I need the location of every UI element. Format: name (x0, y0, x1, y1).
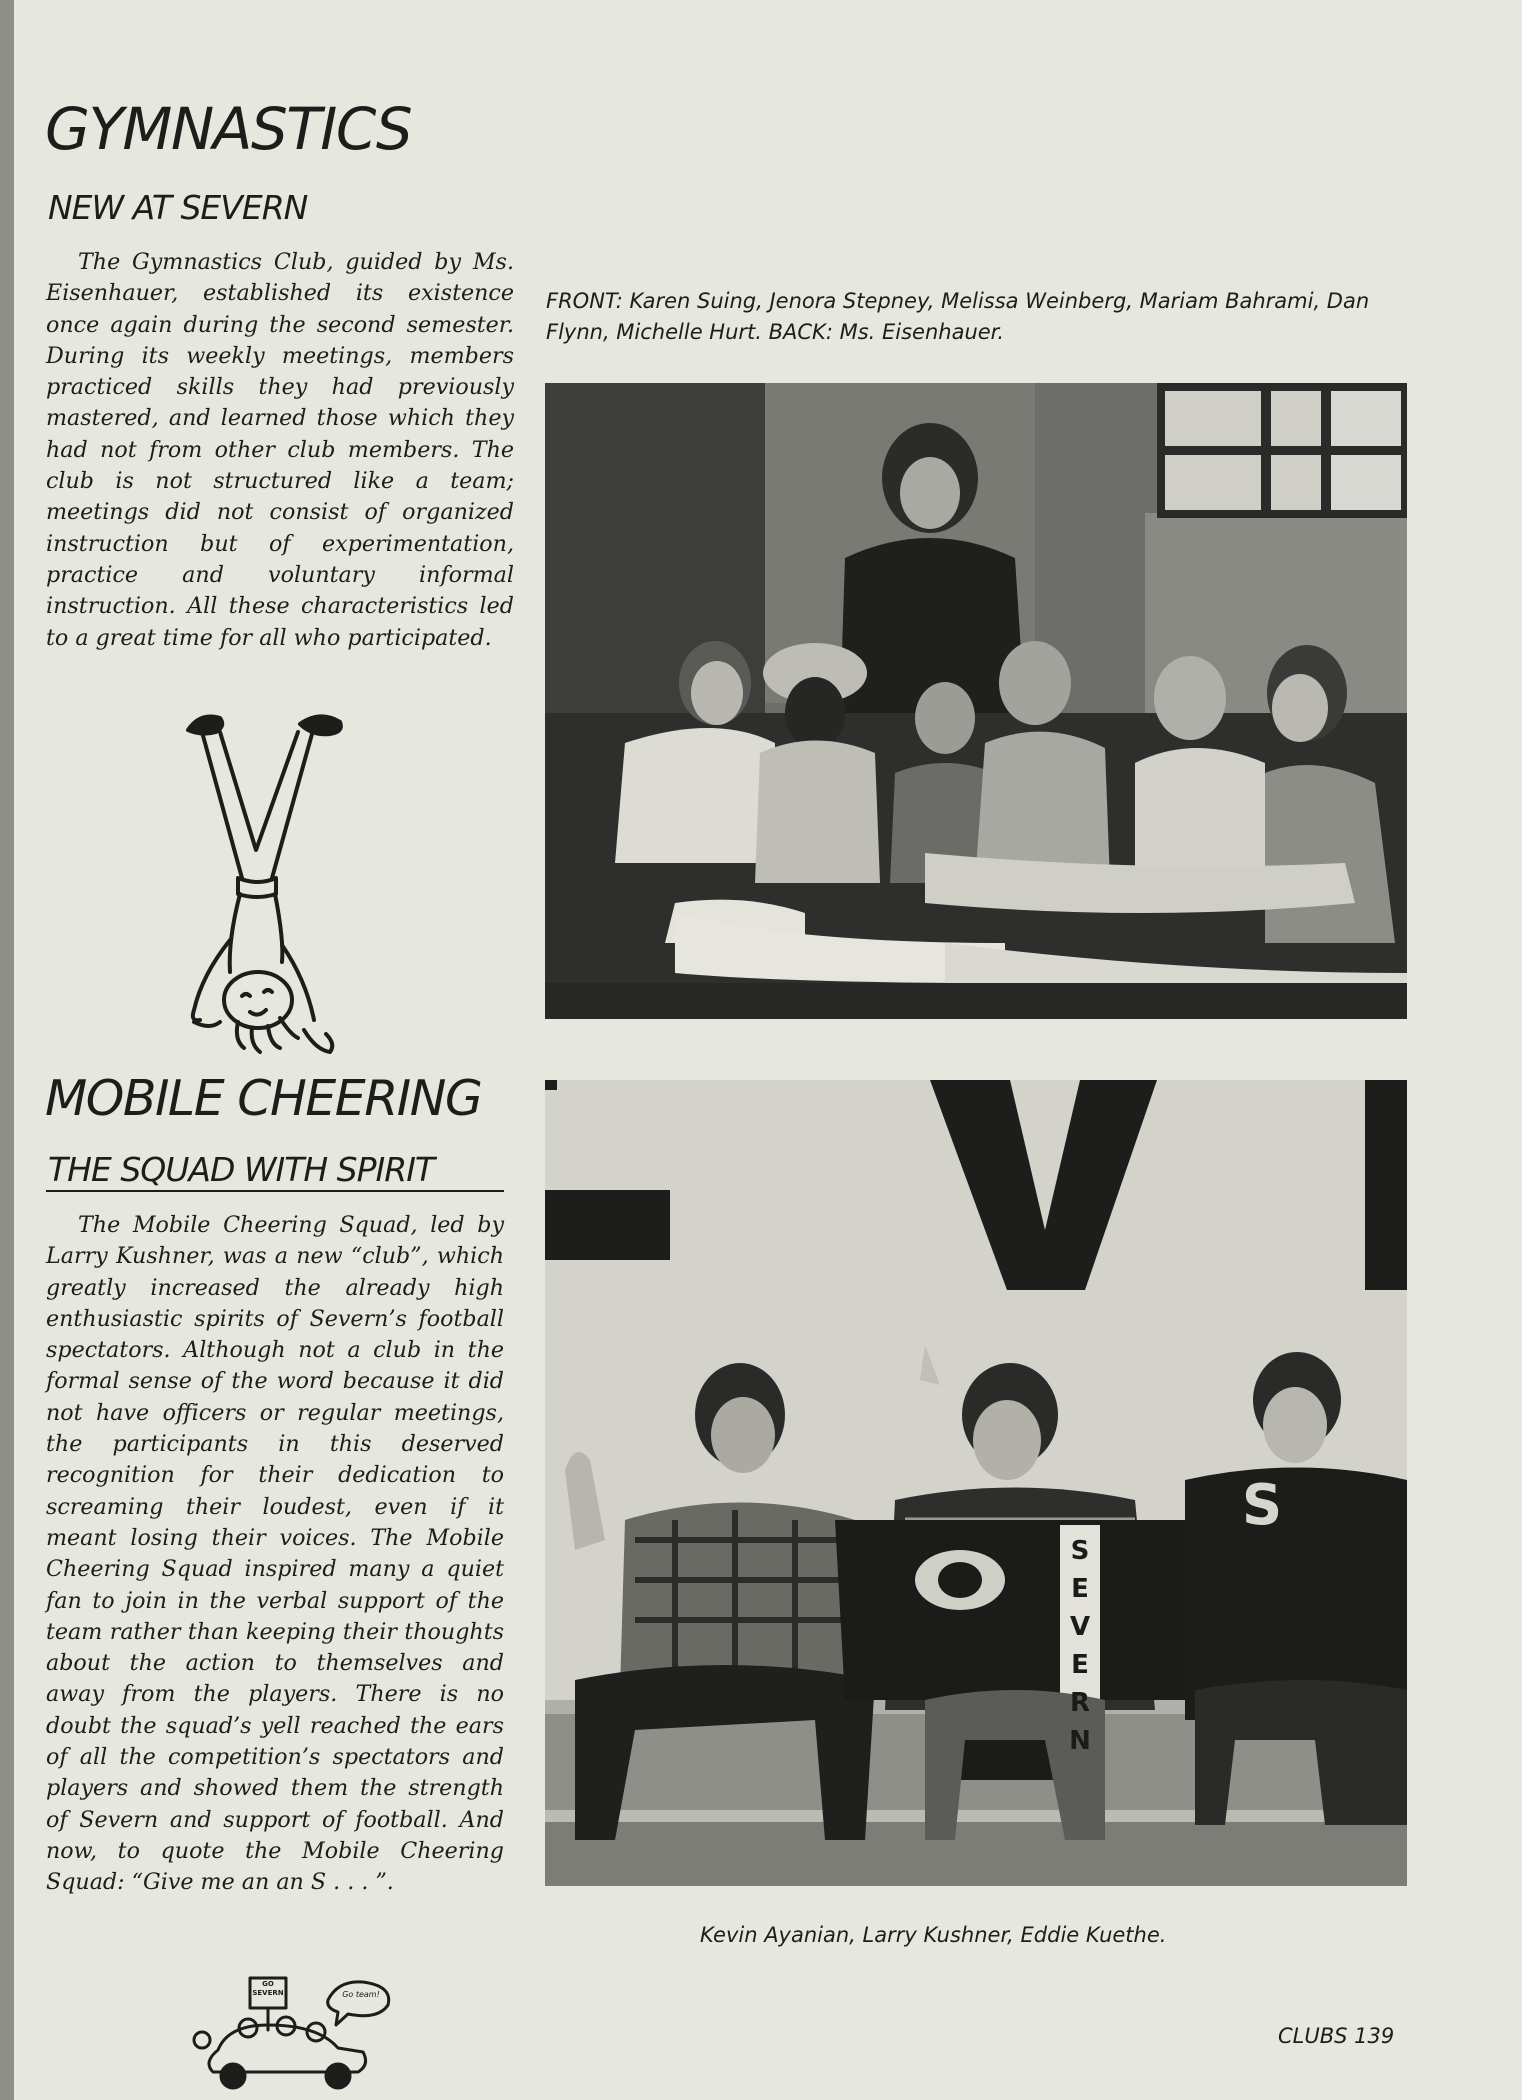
sweater-letter: N (1069, 1726, 1091, 1756)
gymnastics-caption: FRONT: Karen Suing, Jenora Stepney, Melissa Weinberg, Mariam Bahrami, Dan Flynn, Michelle Hurt. BACK: Ms. Eisenhauer. (546, 289, 1370, 344)
page-folio: CLUBS 139 (1278, 2024, 1395, 2048)
doodle-bubble-text: Go team! (342, 1990, 380, 1999)
sweater-letter: V (1069, 1612, 1091, 1642)
gymnastics-title: GYMNASTICS (45, 95, 412, 163)
jacket-letter: S (1227, 1475, 1297, 1537)
cheering-subtitle: THE SQUAD WITH SPIRIT (48, 1150, 435, 1189)
sweater-lettering (1060, 1532, 1100, 1760)
doodle-sign-text: GO SEVERN (252, 1980, 284, 1997)
subtitle-rule (46, 1190, 504, 1192)
sweater-letter: R (1069, 1688, 1091, 1718)
gymnastics-subtitle: NEW AT SEVERN (48, 188, 308, 227)
cheering-caption: Kevin Ayanian, Larry Kushner, Eddie Kuethe. (700, 1923, 1167, 1947)
handstand-doodle (180, 700, 350, 1065)
cheering-body: The Mobile Cheering Squad, led by Larry Kushner, was a new “club”, which greatly increased the already high enthusiastic spirits of Severn’s football spectators. Although not a club in the formal sense of the word because it did not have officers or regular meetings, the participants in this deserved recognition for their dedication to screaming their loudest, even if it meant losing their voices. The Mobile Cheering Squad inspired many a quiet fan to join in the verbal support of the team rather than keeping their thoughts about the action to themselves and away from the players. There is no doubt the squad’s yell reached the ears of all the competition’s spectators and players and showed them the strength of Severn and support of football. And now, to quote the Mobile Cheering Squad: “Give me an an S . . . ”. (46, 1212, 504, 1896)
page-edge-shadow (0, 0, 14, 2100)
cheering-title: MOBILE CHEERING (45, 1070, 482, 1127)
sweater-letter: E (1071, 1650, 1089, 1680)
sweater-letter: S (1070, 1536, 1090, 1566)
sweater-letter: E (1071, 1574, 1089, 1604)
gymnastics-body: The Gymnastics Club, guided by Ms. Eisenhauer, established its existence once again during the second semester. During its weekly meetings, members practiced skills they had previously mastered, and learned those which they had not from other club members. The club is not structured like a team; meetings did not consist of organized instruction but of experimentation, practice and voluntary informal instruction. All these characteristics led to a great time for all who participated. (46, 249, 514, 651)
gymnastics-club-photo (545, 383, 1407, 1019)
mobile-cheering-photo (545, 1080, 1407, 1886)
cheering-car-doodle (188, 1970, 398, 2095)
